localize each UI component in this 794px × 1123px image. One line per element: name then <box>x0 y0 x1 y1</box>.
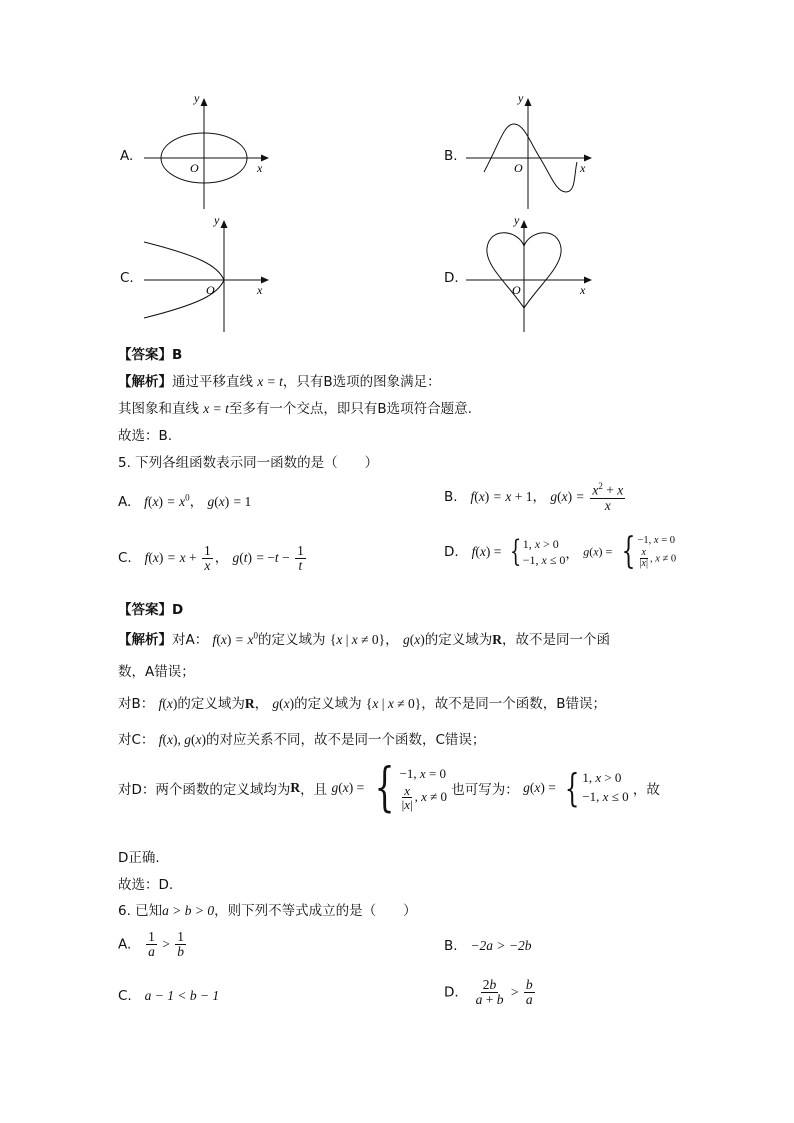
graph-a-x-label: x <box>257 161 263 175</box>
q5-question: 5. 下列各组函数表示同一函数的是（ ） <box>118 455 379 471</box>
q6-option-b: B. −2a > −2b <box>444 938 532 954</box>
graph-b-origin: O <box>514 161 523 175</box>
graph-a-ellipse <box>140 92 275 212</box>
graph-c-y-label: y <box>214 214 220 227</box>
q5-option-b: B. f(x) = x + 1， g(x) = $\frac{x^2 + x}{x}$ <box>444 481 624 513</box>
q5-analysis-a: 【解析】对A： $f(x) = x^0$的定义域为 {x | x ≠ 0}， g(x)的定义域为R，故不是同一个函 <box>118 630 610 648</box>
graph-a-origin: O <box>190 161 199 175</box>
q6-question: 6. 已知a > b > 0，则下列不等式成立的是（ ） <box>118 903 417 919</box>
q5-conclusion: 故选：D. <box>118 877 174 893</box>
option-b-label: B. <box>444 148 458 164</box>
graph-b-x-label: x <box>580 161 586 175</box>
graph-d-y-label: y <box>514 214 520 227</box>
q4-conclusion: 故选：B. <box>118 428 173 444</box>
graph-a-y-label: y <box>194 92 200 105</box>
q5-analysis-a-cont: 数，A错误； <box>118 664 195 680</box>
q6-option-d: D. $\frac{2b}{a + b}$ > $\frac{b}{a}$ <box>444 977 533 1008</box>
q5-analysis-d: 对D：两个函数的定义域均为R，且 g(x) = { −1, x = 0 $\frac{x}{|x|}$ , x ≠ 0 也可写为： g(x) = { 1, x > 0 −1, x ≤ 0 ，故 <box>118 758 660 818</box>
graph-d-heart <box>464 214 599 336</box>
option-a-label: A. <box>120 148 134 164</box>
graph-c-origin: O <box>206 283 215 297</box>
graph-c-parabola <box>140 214 275 336</box>
graph-b-sine <box>464 92 599 212</box>
option-d-label: D. <box>444 270 459 286</box>
q5-option-a: A. $f(x) = x^0$， g(x) = 1 <box>118 492 252 510</box>
q5-analysis-d-cont: D正确. <box>118 850 160 866</box>
q4-analysis-line2: 其图象和直线 x = t至多有一个交点，即只有B选项符合题意. <box>118 401 472 417</box>
q5-analysis-c: 对C： f(x), g(x)的对应关系不同，故不是同一个函数，C错误； <box>118 732 486 748</box>
q4-analysis-line1: 【解析】通过平移直线 x = t，只有B选项的图象满足： <box>118 374 441 390</box>
q4-answer: 【答案】B <box>118 347 183 363</box>
graph-c-x-label: x <box>257 283 263 297</box>
q6-option-a: A. $\frac{1}{a}$ > $\frac{1}{b}$ <box>118 929 185 960</box>
option-c-label: C. <box>120 270 134 286</box>
graph-b-y-label: y <box>518 92 524 105</box>
q5-analysis-b: 对B： f(x)的定义域为R， g(x)的定义域为 {x | x ≠ 0}，故不是同一个函数，B错误； <box>118 696 607 712</box>
q5-answer: 【答案】D <box>118 602 184 618</box>
graph-d-origin: O <box>512 283 521 297</box>
q5-option-c: C. f(x) = x + $\frac{1}{x}$ ， g(t) = −t − $\frac{1}{t}$ <box>118 543 304 574</box>
graph-d-x-label: x <box>580 283 586 297</box>
q6-option-c: C. a − 1 < b − 1 <box>118 988 220 1004</box>
q5-option-d: D. f(x) = { 1, x > 0 −1, x ≤ 0 ， g(x) = { −1, x = 0 $\frac{x}{|x|}$ , x ≠ 0 <box>444 531 677 572</box>
